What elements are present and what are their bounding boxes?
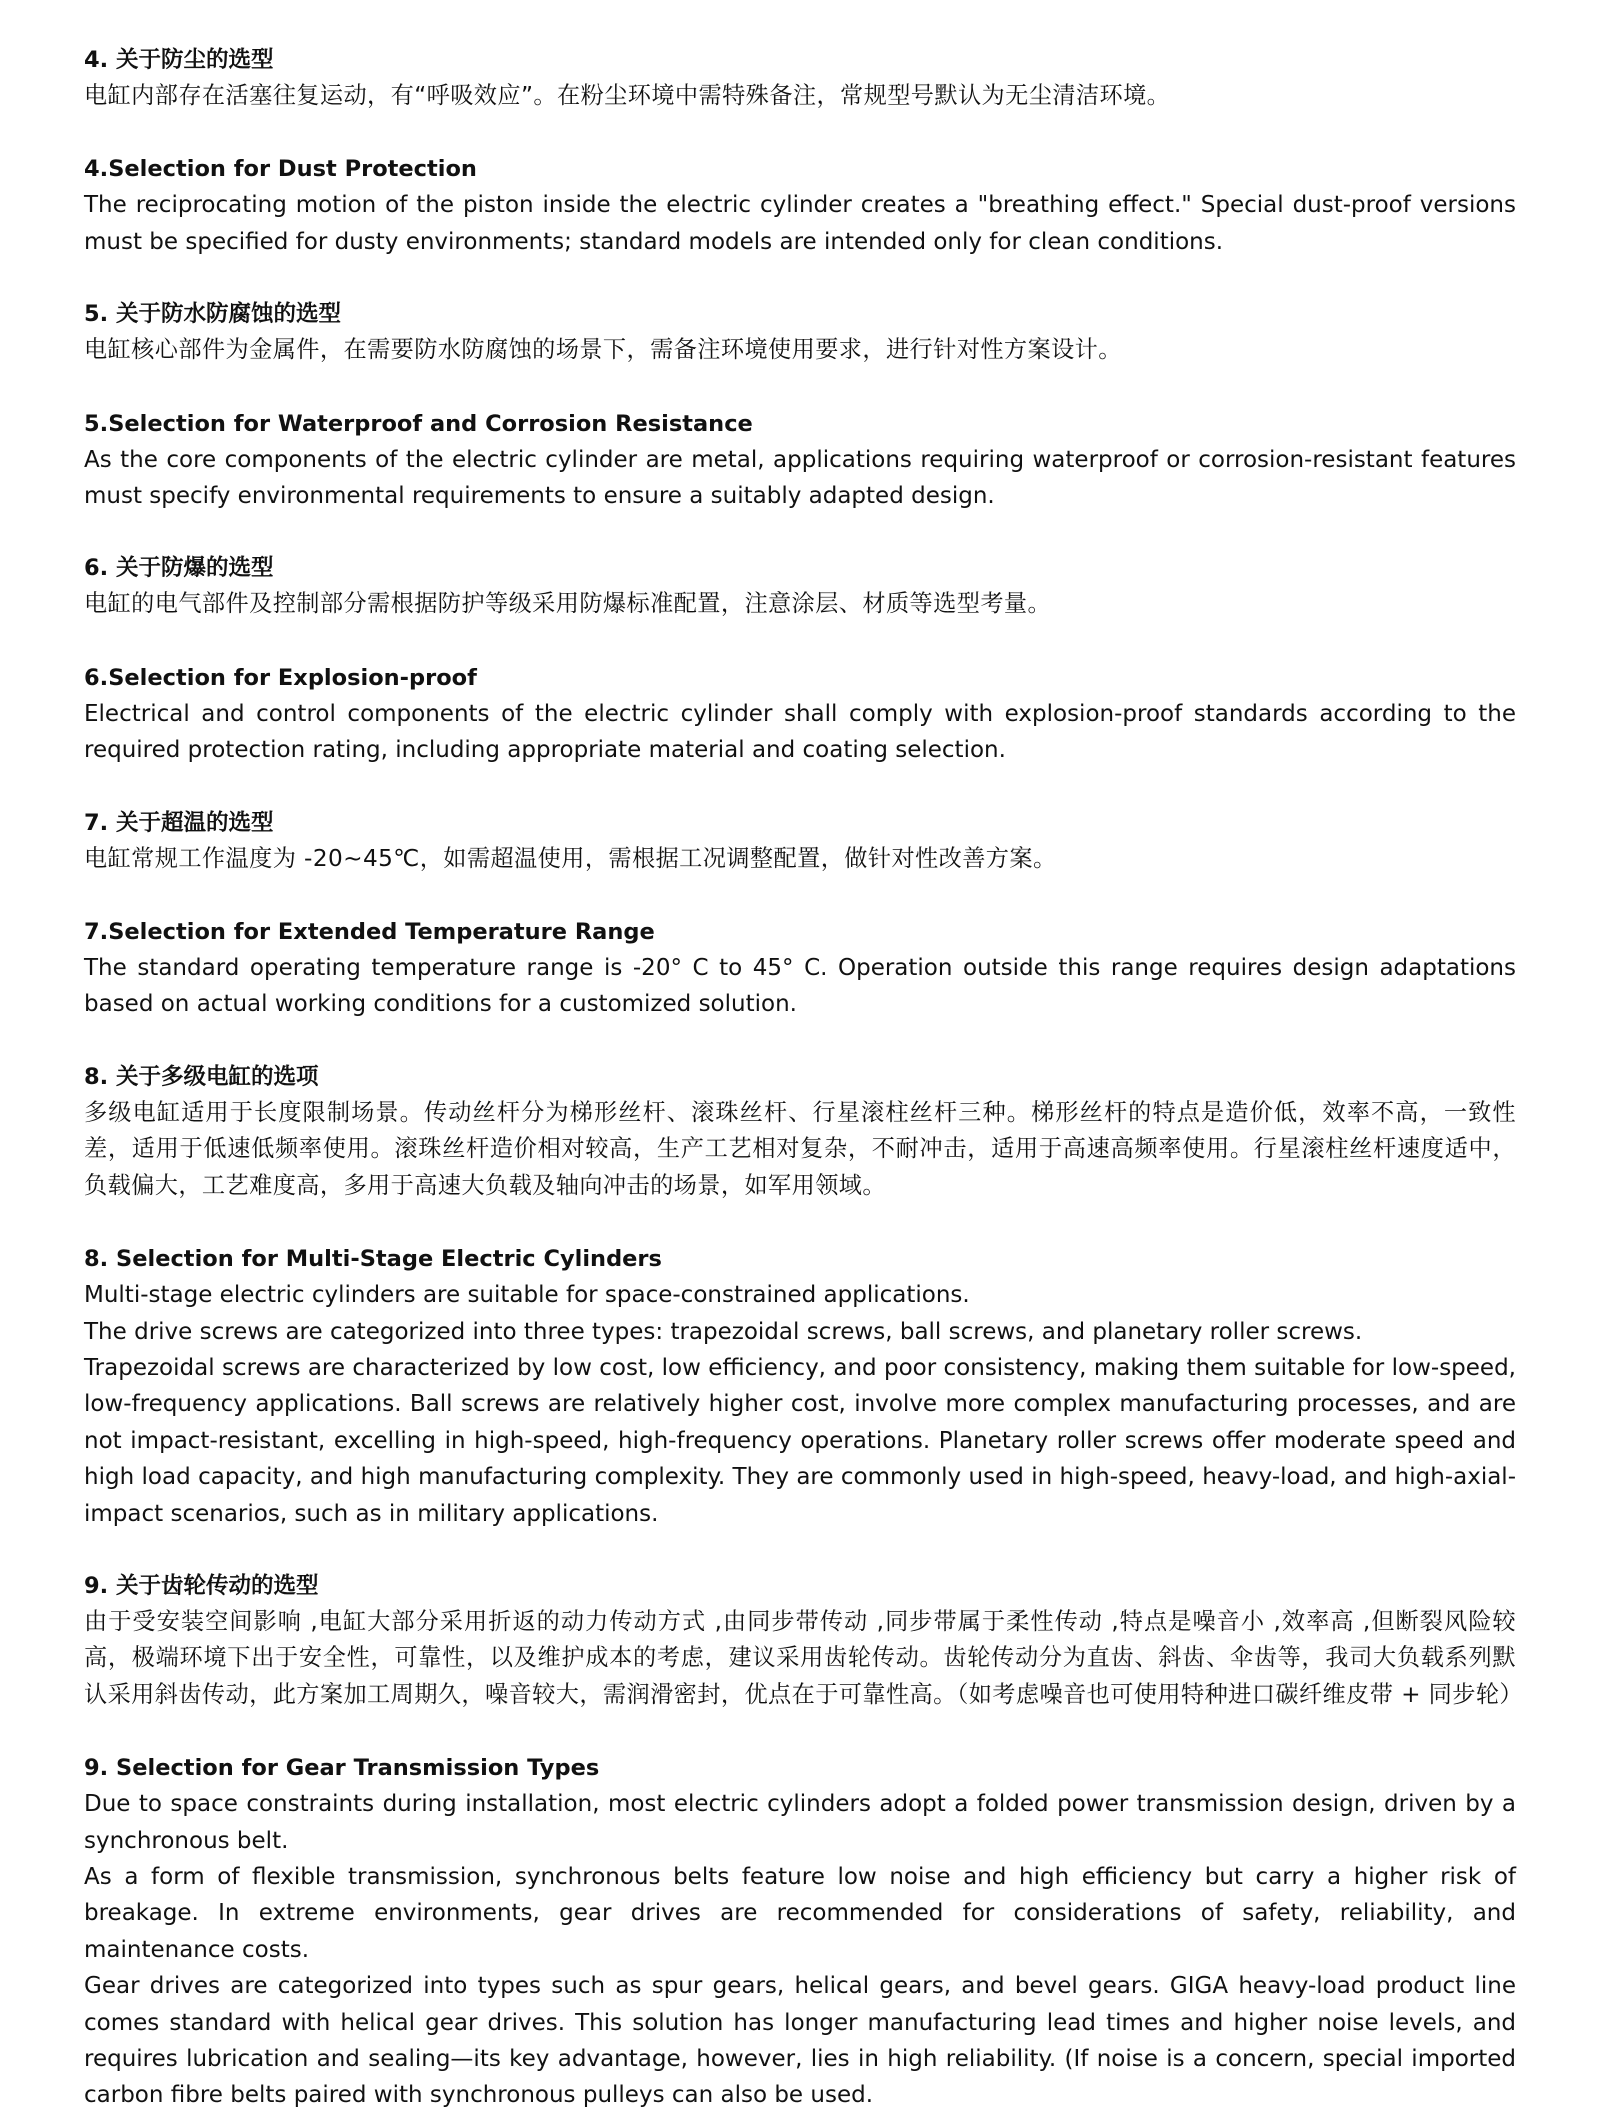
section-8-zh-heading: 8. 关于多级电缸的选项 [84, 1063, 319, 1090]
section-5-en-paragraph: As the core components of the electric cylinder are metal, applications requiring waterproof or corrosion-resistant features must specify environmental requirements to ensure a suitably adapted design. [84, 446, 1516, 510]
section-9-en-heading: 9. Selection for Gear Transmission Types [84, 1755, 600, 1782]
section-7-en-paragraph: The standard operating temperature range is -20° C to 45° C. Operation outside this range requires design adaptations based on actual working conditions for a customized solution. [84, 955, 1516, 1018]
section-9-zh-paragraph: 由于受安装空间影响 ,电缸大部分采用折返的动力传动方式 ,由同步带传动 ,同步带属于柔性传动 ,特点是噪音小 ,效率高 ,但断裂风险较高，极端环境下出于安全性，可靠性，以及维护成本的考虑，建议采用齿轮传动。齿轮传动分为直齿、斜齿、伞齿等，我司大负载系列默认采用斜齿传动，此方案加工周期久，噪音较大，需润滑密封，优点在于可靠性高。（如考虑噪音也可使用特种进口碳纤维皮带 + 同步轮） [84, 1607, 1524, 1708]
section-9 [84, 1568, 1524, 2114]
section-8 [84, 1059, 1516, 1532]
section-5 [84, 296, 1516, 514]
section-9-en-paragraph-1: Due to space constraints during installation, most electric cylinders adopt a folded power transmission design, driven by a synchronous belt. [84, 1791, 1516, 1854]
section-8-zh-paragraph: 多级电缸适用于长度限制场景。传动丝杆分为梯形丝杆、滚珠丝杆、行星滚柱丝杆三种。梯形丝杆的特点是造价低，效率不高，一致性差，适用于低速低频率使用。滚珠丝杆造价相对较高，生产工艺相对复杂，不耐冲击，适用于高速高频率使用。行星滚柱丝杆速度适中，负载偏大，工艺难度高，多用于高速大负载及轴向冲击的场景，如军用领域。 [84, 1098, 1516, 1199]
section-4-en-heading: 4.Selection for Dust Protection [84, 156, 477, 183]
section-7-zh-heading: 7. 关于超温的选型 [84, 809, 274, 836]
section-4-en-paragraph: The reciprocating motion of the piston inside the electric cylinder creates a "breathing effect." Special dust-proof versions must be specified for dusty environments; standard models are intended only for clean conditions. [84, 192, 1516, 255]
section-5-en-heading: 5.Selection for Waterproof and Corrosion Resistance [84, 410, 753, 437]
section-5-zh-paragraph: 电缸核心部件为金属件，在需要防水防腐蚀的场景下，需备注环境使用要求，进行针对性方案设计。 [84, 336, 1122, 364]
section-6-en-heading: 6.Selection for Explosion-proof [84, 664, 477, 691]
section-7-zh-paragraph: 电缸常规工作温度为 -20~45℃，如需超温使用，需根据工况调整配置，做针对性改善方案。 [84, 844, 1057, 872]
section-8-en-paragraph-2: The drive screws are categorized into three types: trapezoidal screws, ball screws, and planetary roller screws. [84, 1318, 1363, 1345]
section-6 [84, 550, 1516, 768]
section-9-en-paragraph-3: Gear drives are categorized into types such as spur gears, helical gears, and bevel gears. GIGA heavy-load product line comes standard with helical gear drives. This solution has longer manufacturing lead times and higher noise levels, and requires lubrication and sealing—its key advantage, however, lies in high reliability. (If noise is a concern, special imported carbon fibre belts paired with synchronous pulleys can also be used. [84, 1973, 1516, 2109]
section-9-zh-heading: 9. 关于齿轮传动的选型 [84, 1572, 319, 1599]
section-7 [84, 805, 1516, 1023]
section-5-zh-heading: 5. 关于防水防腐蚀的选型 [84, 301, 342, 328]
section-8-en-paragraph-3: Trapezoidal screws are characterized by low cost, low efficiency, and poor consistency, making them suitable for low-speed, low-frequency applications. Ball screws are relatively higher cost, involve more complex manufacturing processes, and are not impact-resistant, excelling in high-speed, high-frequency operations. Planetary roller screws offer moderate speed and high load capacity, and high manufacturing complexity. They are commonly used in high-speed, heavy-load, and high-axial-impact scenarios, such as in military applications. [84, 1354, 1516, 1527]
document-page [84, 42, 1524, 2114]
section-4-zh-heading: 4. 关于防尘的选型 [84, 47, 274, 73]
section-6-zh-heading: 6. 关于防爆的选型 [84, 555, 274, 582]
section-8-en-paragraph-1: Multi-stage electric cylinders are suitable for space-constrained applications. [84, 1282, 970, 1309]
section-9-en-paragraph-2: As a form of flexible transmission, synchronous belts feature low noise and high efficiency but carry a higher risk of breakage. In extreme environments, gear drives are recommended for considerations of safety, reliability, and maintenance costs. [84, 1863, 1516, 1963]
section-4-zh-paragraph: 电缸内部存在活塞往复运动，有“呼吸效应”。在粉尘环境中需特殊备注，常规型号默认为无尘清洁环境。 [84, 82, 1171, 109]
section-4 [84, 42, 1516, 260]
section-6-en-paragraph: Electrical and control components of the electric cylinder shall comply with explosion-proof standards according to the required protection rating, including appropriate material and coating selection. [84, 700, 1516, 764]
section-7-en-heading: 7.Selection for Extended Temperature Range [84, 919, 655, 946]
section-8-en-heading: 8. Selection for Multi-Stage Electric Cylinders [84, 1246, 662, 1273]
section-6-zh-paragraph: 电缸的电气部件及控制部分需根据防护等级采用防爆标准配置，注意涂层、材质等选型考量。 [84, 590, 1052, 618]
